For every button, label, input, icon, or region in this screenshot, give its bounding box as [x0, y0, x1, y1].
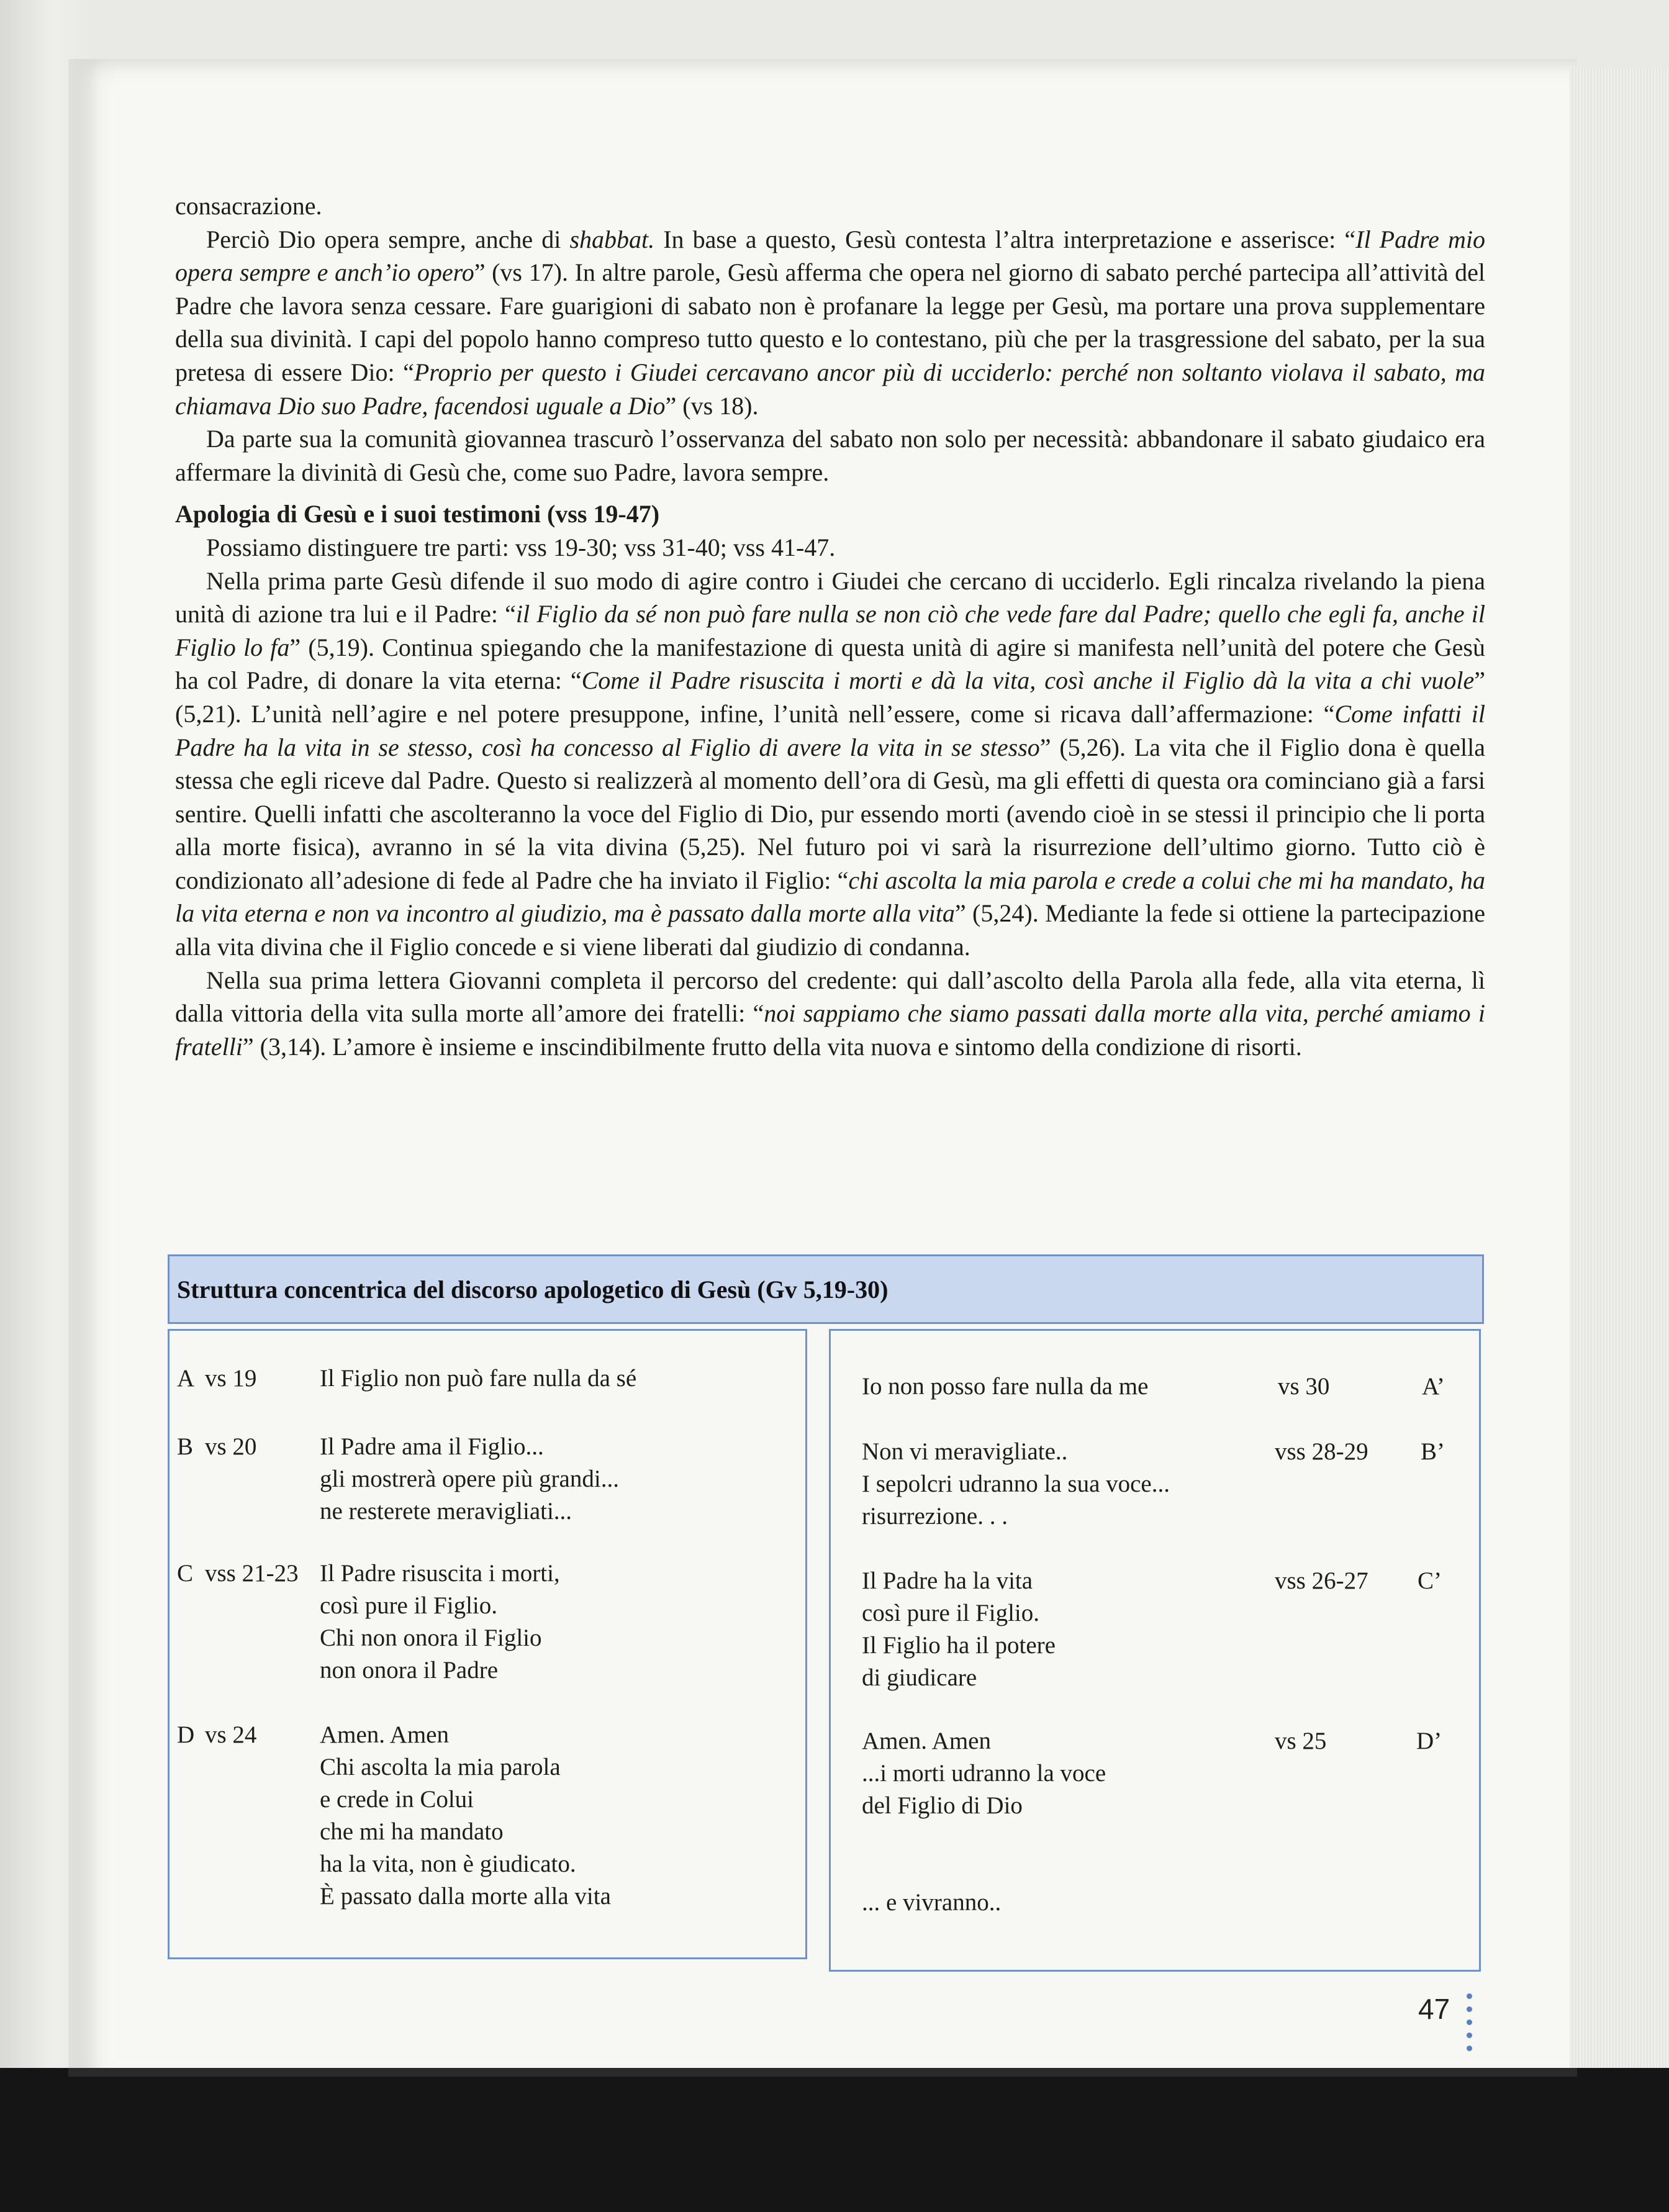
paragraph-5: Nella sua prima lettera Giovanni completa il percorso del credente: qui dall’ascolto della Parola alla fede, alla vita eterna, lì dalla vittoria della vita sulla morte all’amore dei fratelli: “noi sappiamo che siamo passati dalla morte alla vita, perché amiamo i fratelli” (3,14). L’amore è insieme e inscindibilmente frutto della vita nuova e sintomo della condizione di risorti. — [175, 966, 1485, 1061]
page-dots-ornament — [1467, 1993, 1473, 2059]
box-title: Struttura concentrica del discorso apologetico di Gesù (Gv 5,19-30) — [168, 1254, 1484, 1324]
scanner-bottom-edge — [0, 2068, 1669, 2212]
page-edges — [1570, 68, 1669, 2087]
paragraph-0: consacrazione. — [175, 192, 322, 220]
section-heading: Apologia di Gesù e i suoi testimoni (vss 19-47) — [175, 500, 660, 528]
paragraph-1: Perciò Dio opera sempre, anche di shabbat. In base a questo, Gesù contesta l’altra interpretazione e asserisce: “Il Padre mio opera sempre e anch’io opero” (vs 17). In altre parole, Gesù afferma che opera nel giorno di sabato perché partecipa all’attività del Padre che lavora senza cessare. Fare guarigioni di sabato non è profanare la legge per Gesù, ma portare una prova supplementare della sua divinità. I capi del popolo hanno compreso tutto questo e lo contestano, più che per la trasgressione del sabato, per la sua pretesa di essere Dio: “Proprio per questo i Giudei cercavano ancor più di ucciderlo: perché non soltanto violava il sabato, ma chiamava Dio suo Padre, facendosi uguale a Dio” (vs 18). — [175, 225, 1486, 420]
page-number: 47 — [1418, 1993, 1450, 2025]
spine-shadow — [0, 0, 93, 2212]
body-text — [175, 189, 1485, 1063]
paragraph-4: Nella prima parte Gesù difende il suo modo di agire contro i Giudei che cercano di ucciderlo. Egli rincalza rivelando la piena unità di azione tra lui e il Padre: “il Figlio da sé non può fare nulla se non ciò che vede fare dal Padre; quello che egli fa, anche il Figlio lo fa” (5,19). Continua spiegando che la manifestazione di questa unità di agire si manifesta nell’unità del potere che Gesù ha col Padre, di donare la vita eterna: “Come il Padre risuscita i morti e dà la vita, così anche il Figlio dà la vita a chi vuole” (5,21). L’unità nell’agire e nel potere presuppone, infine, l’unità nell’essere, come si ricava dall’affermazione: “Come infatti il Padre ha la vita in se stesso, così ha concesso al Figlio di avere la vita in se stesso” (5,26). La vita che il Figlio dona è quella stessa che egli riceve dal Padre. Questo si realizzerà al momento dell’ora di Gesù, ma gli effetti di questa ora cominciano già a farsi sentire. Quelli infatti che ascolteranno la voce del Figlio di Dio, pur essendo morti (avendo cioè in se stessi il principio che li porta alla morte fisica), avranno in sé la vita divina (5,25). Nel futuro poi vi sarà la risurrezione dell’ultimo giorno. Tutto ciò è condizionato all’adesione di fede al Padre che ha inviato il Figlio: “chi ascolta la mia parola e crede a colui che mi ha mandato, ha la vita eterna e non va incontro al giudizio, ma è passato dalla morte alla vita” (5,24). Mediante la fede si ottiene la partecipazione alla vita divina che il Figlio concede e si viene liberati dal giudizio di condanna. — [175, 566, 1486, 961]
paragraph-2: Da parte sua la comunità giovannea trascurò l’osservanza del sabato non solo per necessità: abbandonare il sabato giudaico era affermare la divinità di Gesù che, come suo Padre, lavora sempre. — [175, 425, 1485, 486]
paragraph-3: Possiamo distinguere tre parti: vss 19-30; vss 31-40; vss 41-47. — [206, 533, 836, 561]
